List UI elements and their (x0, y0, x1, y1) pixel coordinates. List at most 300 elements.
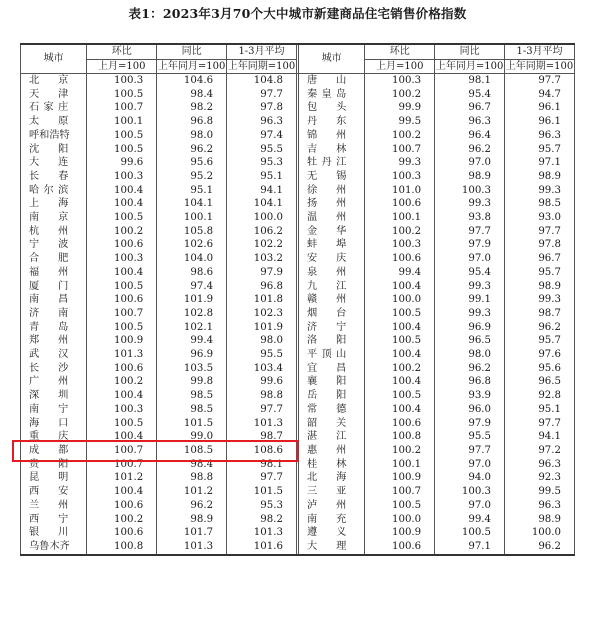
left-city-cell: 青岛 (21, 321, 87, 335)
table-row (21, 375, 575, 389)
table-row (21, 280, 575, 294)
right-avg-cell: 94.7 (505, 88, 575, 102)
left-mom-cell: 99.6 (87, 156, 157, 170)
left-avg-cell: 98.8 (227, 389, 297, 403)
left-avg-cell: 103.2 (227, 252, 297, 266)
right-mom-cell: 99.9 (365, 101, 435, 115)
left-city-cell: 哈尔滨 (21, 184, 87, 198)
left-mom-cell: 100.7 (87, 101, 157, 115)
left-avg-cell: 97.7 (227, 403, 297, 417)
left-avg-cell: 98.2 (227, 513, 297, 527)
left-mom-cell: 100.5 (87, 211, 157, 225)
right-city-cell: 桂林 (298, 458, 364, 472)
left-mom-cell: 100.4 (87, 184, 157, 198)
right-city-cell: 徐州 (298, 184, 364, 198)
right-mom-cell: 100.7 (365, 143, 435, 157)
right-mom-cell: 100.2 (365, 362, 435, 376)
table-row (21, 115, 575, 129)
table-row (21, 197, 575, 211)
left-city-cell: 大连 (21, 156, 87, 170)
left-avg-cell: 96.8 (227, 280, 297, 294)
right-avg-cell: 95.7 (505, 266, 575, 280)
right-avg-cell: 97.1 (505, 156, 575, 170)
left-avg-cell: 97.7 (227, 471, 297, 485)
table-row (21, 417, 575, 431)
table-row (21, 238, 575, 252)
right-mom-cell: 100.9 (365, 526, 435, 540)
left-mom-cell: 100.5 (87, 143, 157, 157)
header-yoy-base: 上年同月=100 (157, 61, 226, 72)
header-yoy: 同比 (157, 44, 227, 60)
left-mom-cell: 100.2 (87, 225, 157, 239)
left-avg-cell: 97.7 (227, 88, 297, 102)
left-avg-cell: 102.2 (227, 238, 297, 252)
left-avg-cell: 95.3 (227, 156, 297, 170)
left-avg-cell: 101.5 (227, 485, 297, 499)
table-row (21, 156, 575, 170)
left-avg-cell: 100.0 (227, 211, 297, 225)
left-yoy-cell: 98.6 (157, 266, 227, 280)
header-avg: 1-3月平均 (505, 44, 575, 60)
right-mom-cell: 100.2 (365, 225, 435, 239)
right-yoy-cell: 94.0 (435, 471, 505, 485)
left-city-cell: 贵阳 (21, 458, 87, 472)
left-yoy-cell: 98.2 (157, 101, 227, 115)
left-city-cell: 福州 (21, 266, 87, 280)
left-yoy-cell: 95.2 (157, 170, 227, 184)
left-mom-cell: 100.3 (87, 252, 157, 266)
right-mom-cell: 100.3 (365, 238, 435, 252)
left-city-cell: 南宁 (21, 403, 87, 417)
left-yoy-cell: 99.4 (157, 334, 227, 348)
left-city-cell: 石家庄 (21, 101, 87, 115)
left-mom-cell: 100.2 (87, 375, 157, 389)
table-row (21, 211, 575, 225)
left-avg-cell: 94.1 (227, 184, 297, 198)
left-avg-cell: 101.3 (227, 417, 297, 431)
right-city-cell: 安庆 (298, 252, 364, 266)
table-row (21, 348, 575, 362)
right-avg-cell: 98.9 (505, 170, 575, 184)
right-city-cell: 吉林 (298, 143, 364, 157)
right-city-cell: 三亚 (298, 485, 364, 499)
left-city-cell: 武汉 (21, 348, 87, 362)
left-city-cell: 厦门 (21, 280, 87, 294)
left-avg-cell: 104.1 (227, 197, 297, 211)
header-mom-base: 上月=100 (87, 60, 157, 74)
table-row (21, 526, 575, 540)
right-mom-cell: 100.2 (365, 88, 435, 102)
table-title: 表1：2023年3月70个大中城市新建商品住宅销售价格指数 (128, 6, 467, 21)
right-mom-cell: 100.5 (365, 334, 435, 348)
right-yoy-cell: 100.3 (435, 184, 505, 198)
right-yoy-cell: 99.3 (435, 307, 505, 321)
right-avg-cell: 97.6 (505, 348, 575, 362)
left-yoy-cell: 95.6 (157, 156, 227, 170)
left-mom-cell: 100.9 (87, 334, 157, 348)
left-mom-cell: 100.7 (87, 307, 157, 321)
table-row (21, 321, 575, 335)
left-mom-cell: 100.6 (87, 526, 157, 540)
left-mom-cell: 100.4 (87, 266, 157, 280)
table-row (21, 88, 575, 102)
right-yoy-cell: 96.2 (435, 143, 505, 157)
left-mom-cell: 100.4 (87, 430, 157, 444)
right-mom-cell: 100.4 (365, 280, 435, 294)
left-yoy-cell: 103.5 (157, 362, 227, 376)
right-mom-cell: 101.0 (365, 184, 435, 198)
right-avg-cell: 96.3 (505, 458, 575, 472)
right-yoy-cell: 96.7 (435, 101, 505, 115)
left-city-cell: 重庆 (21, 430, 87, 444)
left-avg-cell: 97.8 (227, 101, 297, 115)
left-mom-cell: 100.3 (87, 170, 157, 184)
table-row (21, 334, 575, 348)
right-mom-cell: 100.2 (365, 129, 435, 143)
right-yoy-cell: 96.8 (435, 375, 505, 389)
table-row (21, 225, 575, 239)
right-mom-cell: 100.8 (365, 430, 435, 444)
table-row (21, 444, 575, 458)
right-yoy-cell: 98.9 (435, 170, 505, 184)
table-row (21, 129, 575, 143)
left-avg-cell: 95.3 (227, 499, 297, 513)
left-avg-cell: 98.7 (227, 430, 297, 444)
right-mom-cell: 100.0 (365, 513, 435, 527)
left-mom-cell: 100.4 (87, 485, 157, 499)
right-avg-cell: 96.1 (505, 115, 575, 129)
left-yoy-cell: 96.8 (157, 115, 227, 129)
table-row (21, 362, 575, 376)
header-mom-base: 上月=100 (365, 60, 435, 74)
left-avg-cell: 108.6 (227, 444, 297, 458)
left-city-cell: 长沙 (21, 362, 87, 376)
right-yoy-cell: 99.1 (435, 293, 505, 307)
right-avg-cell: 96.3 (505, 499, 575, 513)
left-city-cell: 济南 (21, 307, 87, 321)
right-avg-cell: 99.3 (505, 293, 575, 307)
left-city-cell: 上海 (21, 197, 87, 211)
right-city-cell: 九江 (298, 280, 364, 294)
left-avg-cell: 106.2 (227, 225, 297, 239)
right-mom-cell: 99.3 (365, 156, 435, 170)
right-city-cell: 惠州 (298, 444, 364, 458)
right-avg-cell: 94.1 (505, 430, 575, 444)
table-row (21, 430, 575, 444)
left-yoy-cell: 105.8 (157, 225, 227, 239)
left-mom-cell: 100.5 (87, 321, 157, 335)
right-mom-cell: 100.5 (365, 499, 435, 513)
left-mom-cell: 100.6 (87, 293, 157, 307)
left-avg-cell: 97.4 (227, 129, 297, 143)
header-avg: 1-3月平均 (227, 44, 297, 60)
left-mom-cell: 100.6 (87, 238, 157, 252)
right-city-cell: 金华 (298, 225, 364, 239)
right-mom-cell: 100.6 (365, 417, 435, 431)
table-row (21, 184, 575, 198)
left-avg-cell: 98.0 (227, 334, 297, 348)
right-avg-cell: 92.3 (505, 471, 575, 485)
right-mom-cell: 100.5 (365, 389, 435, 403)
right-yoy-cell: 98.1 (435, 74, 505, 88)
right-city-cell: 济宁 (298, 321, 364, 335)
left-yoy-cell: 98.9 (157, 513, 227, 527)
left-mom-cell: 100.4 (87, 389, 157, 403)
left-mom-cell: 100.5 (87, 88, 157, 102)
right-avg-cell: 95.1 (505, 403, 575, 417)
right-city-cell: 洛阳 (298, 334, 364, 348)
left-avg-cell: 96.3 (227, 115, 297, 129)
right-mom-cell: 99.5 (365, 115, 435, 129)
right-city-cell: 无锡 (298, 170, 364, 184)
right-yoy-cell: 97.1 (435, 540, 505, 555)
right-yoy-cell: 96.5 (435, 334, 505, 348)
left-avg-cell: 104.8 (227, 74, 297, 88)
right-city-cell: 泸州 (298, 499, 364, 513)
left-city-cell: 北京 (21, 74, 87, 88)
left-mom-cell: 100.7 (87, 458, 157, 472)
left-yoy-cell: 108.5 (157, 444, 227, 458)
right-mom-cell: 100.6 (365, 252, 435, 266)
right-avg-cell: 98.7 (505, 307, 575, 321)
left-city-cell: 长春 (21, 170, 87, 184)
right-city-cell: 常德 (298, 403, 364, 417)
table-row (21, 252, 575, 266)
table-row (21, 143, 575, 157)
table-row (21, 485, 575, 499)
right-yoy-cell: 93.8 (435, 211, 505, 225)
right-yoy-cell: 97.0 (435, 499, 505, 513)
left-mom-cell: 100.5 (87, 417, 157, 431)
left-avg-cell: 95.5 (227, 143, 297, 157)
left-city-cell: 深圳 (21, 389, 87, 403)
right-yoy-cell: 99.3 (435, 280, 505, 294)
left-city-cell: 南昌 (21, 293, 87, 307)
left-mom-cell: 100.2 (87, 513, 157, 527)
left-city-cell: 合肥 (21, 252, 87, 266)
left-avg-cell: 99.6 (227, 375, 297, 389)
table-row (21, 403, 575, 417)
right-city-cell: 泉州 (298, 266, 364, 280)
right-yoy-cell: 95.4 (435, 88, 505, 102)
left-yoy-cell: 97.4 (157, 280, 227, 294)
right-avg-cell: 96.5 (505, 375, 575, 389)
right-city-cell: 南充 (298, 513, 364, 527)
right-mom-cell: 100.6 (365, 540, 435, 555)
left-avg-cell: 101.8 (227, 293, 297, 307)
header-avg-base: 上年同期=100 (227, 61, 296, 72)
header-mom: 环比 (87, 44, 157, 60)
left-yoy-cell: 101.3 (157, 540, 227, 555)
right-yoy-cell: 93.9 (435, 389, 505, 403)
right-yoy-cell: 100.3 (435, 485, 505, 499)
left-city-cell: 呼和浩特 (21, 129, 87, 143)
right-city-cell: 秦皇岛 (298, 88, 364, 102)
table-row (21, 540, 575, 555)
left-city-cell: 乌鲁木齐 (21, 540, 87, 555)
left-yoy-cell: 98.8 (157, 471, 227, 485)
left-city-cell: 昆明 (21, 471, 87, 485)
header-city: 城市 (21, 44, 87, 74)
left-mom-cell: 100.4 (87, 197, 157, 211)
header-yoy-base: 上年同月=100 (435, 61, 504, 72)
right-city-cell: 烟台 (298, 307, 364, 321)
right-yoy-cell: 95.4 (435, 266, 505, 280)
right-mom-cell: 100.1 (365, 458, 435, 472)
left-city-cell: 沈阳 (21, 143, 87, 157)
left-mom-cell: 100.3 (87, 403, 157, 417)
right-yoy-cell: 97.7 (435, 444, 505, 458)
left-avg-cell: 95.5 (227, 348, 297, 362)
right-avg-cell: 96.2 (505, 540, 575, 555)
right-mom-cell: 100.2 (365, 444, 435, 458)
right-mom-cell: 100.4 (365, 348, 435, 362)
right-avg-cell: 99.5 (505, 485, 575, 499)
right-mom-cell: 100.4 (365, 321, 435, 335)
right-yoy-cell: 97.9 (435, 238, 505, 252)
right-avg-cell: 99.3 (505, 184, 575, 198)
right-city-cell: 韶关 (298, 417, 364, 431)
right-yoy-cell: 100.5 (435, 526, 505, 540)
right-avg-cell: 95.7 (505, 143, 575, 157)
right-mom-cell: 100.4 (365, 403, 435, 417)
left-yoy-cell: 102.1 (157, 321, 227, 335)
left-avg-cell: 101.9 (227, 321, 297, 335)
left-mom-cell: 100.6 (87, 362, 157, 376)
right-city-cell: 岳阳 (298, 389, 364, 403)
right-avg-cell: 98.9 (505, 513, 575, 527)
left-yoy-cell: 96.2 (157, 143, 227, 157)
right-mom-cell: 100.6 (365, 197, 435, 211)
table-row (21, 513, 575, 527)
left-yoy-cell: 102.8 (157, 307, 227, 321)
left-city-cell: 天津 (21, 88, 87, 102)
left-yoy-cell: 104.0 (157, 252, 227, 266)
right-yoy-cell: 96.9 (435, 321, 505, 335)
left-avg-cell: 97.9 (227, 266, 297, 280)
left-mom-cell: 100.3 (87, 74, 157, 88)
left-yoy-cell: 95.1 (157, 184, 227, 198)
right-yoy-cell: 99.4 (435, 513, 505, 527)
right-avg-cell: 96.1 (505, 101, 575, 115)
right-city-cell: 锦州 (298, 129, 364, 143)
right-avg-cell: 96.7 (505, 252, 575, 266)
left-city-cell: 成都 (21, 444, 87, 458)
right-yoy-cell: 95.5 (435, 430, 505, 444)
left-yoy-cell: 98.4 (157, 88, 227, 102)
left-yoy-cell: 98.5 (157, 389, 227, 403)
left-yoy-cell: 99.0 (157, 430, 227, 444)
right-yoy-cell: 97.9 (435, 417, 505, 431)
right-city-cell: 包头 (298, 101, 364, 115)
left-yoy-cell: 101.9 (157, 293, 227, 307)
left-avg-cell: 101.3 (227, 526, 297, 540)
right-avg-cell: 100.0 (505, 526, 575, 540)
right-yoy-cell: 98.0 (435, 348, 505, 362)
left-avg-cell: 102.3 (227, 307, 297, 321)
left-yoy-cell: 101.5 (157, 417, 227, 431)
right-city-cell: 大理 (298, 540, 364, 555)
right-mom-cell: 100.0 (365, 293, 435, 307)
right-avg-cell: 95.6 (505, 362, 575, 376)
left-mom-cell: 101.3 (87, 348, 157, 362)
left-city-cell: 南京 (21, 211, 87, 225)
left-city-cell: 杭州 (21, 225, 87, 239)
table-row (21, 307, 575, 321)
right-avg-cell: 96.2 (505, 321, 575, 335)
right-city-cell: 湛江 (298, 430, 364, 444)
left-yoy-cell: 96.2 (157, 499, 227, 513)
right-city-cell: 牡丹江 (298, 156, 364, 170)
right-avg-cell: 97.7 (505, 74, 575, 88)
left-yoy-cell: 98.4 (157, 458, 227, 472)
right-yoy-cell: 97.0 (435, 252, 505, 266)
right-yoy-cell: 96.4 (435, 129, 505, 143)
left-city-cell: 太原 (21, 115, 87, 129)
right-mom-cell: 100.1 (365, 211, 435, 225)
left-mom-cell: 100.6 (87, 499, 157, 513)
left-avg-cell: 101.6 (227, 540, 297, 555)
left-avg-cell: 103.4 (227, 362, 297, 376)
right-mom-cell: 100.3 (365, 170, 435, 184)
right-city-cell: 宜昌 (298, 362, 364, 376)
left-city-cell: 郑州 (21, 334, 87, 348)
price-index-table (20, 43, 575, 556)
right-city-cell: 襄阳 (298, 375, 364, 389)
right-city-cell: 平顶山 (298, 348, 364, 362)
left-city-cell: 银川 (21, 526, 87, 540)
right-avg-cell: 97.7 (505, 225, 575, 239)
right-avg-cell: 95.7 (505, 334, 575, 348)
table-body (21, 74, 575, 555)
left-mom-cell: 100.1 (87, 115, 157, 129)
right-city-cell: 温州 (298, 211, 364, 225)
left-mom-cell: 100.7 (87, 444, 157, 458)
table-row (21, 101, 575, 115)
left-yoy-cell: 101.2 (157, 485, 227, 499)
header-city: 城市 (298, 44, 364, 74)
left-city-cell: 兰州 (21, 499, 87, 513)
right-avg-cell: 93.0 (505, 211, 575, 225)
right-city-cell: 遵义 (298, 526, 364, 540)
left-city-cell: 广州 (21, 375, 87, 389)
header-avg-base: 上年同期=100 (505, 61, 574, 72)
right-city-cell: 北海 (298, 471, 364, 485)
right-mom-cell: 100.5 (365, 307, 435, 321)
table-row (21, 74, 575, 88)
right-city-cell: 丹东 (298, 115, 364, 129)
right-avg-cell: 97.8 (505, 238, 575, 252)
table-row (21, 266, 575, 280)
table-row (21, 458, 575, 472)
right-city-cell: 蚌埠 (298, 238, 364, 252)
table-row (21, 499, 575, 513)
right-avg-cell: 98.5 (505, 197, 575, 211)
left-mom-cell: 101.2 (87, 471, 157, 485)
left-avg-cell: 98.1 (227, 458, 297, 472)
table-row (21, 293, 575, 307)
right-yoy-cell: 96.3 (435, 115, 505, 129)
left-yoy-cell: 100.1 (157, 211, 227, 225)
left-yoy-cell: 99.8 (157, 375, 227, 389)
table-row (21, 389, 575, 403)
table-row (21, 170, 575, 184)
right-city-cell: 扬州 (298, 197, 364, 211)
left-mom-cell: 100.5 (87, 129, 157, 143)
left-city-cell: 海口 (21, 417, 87, 431)
right-yoy-cell: 96.2 (435, 362, 505, 376)
right-yoy-cell: 99.3 (435, 197, 505, 211)
